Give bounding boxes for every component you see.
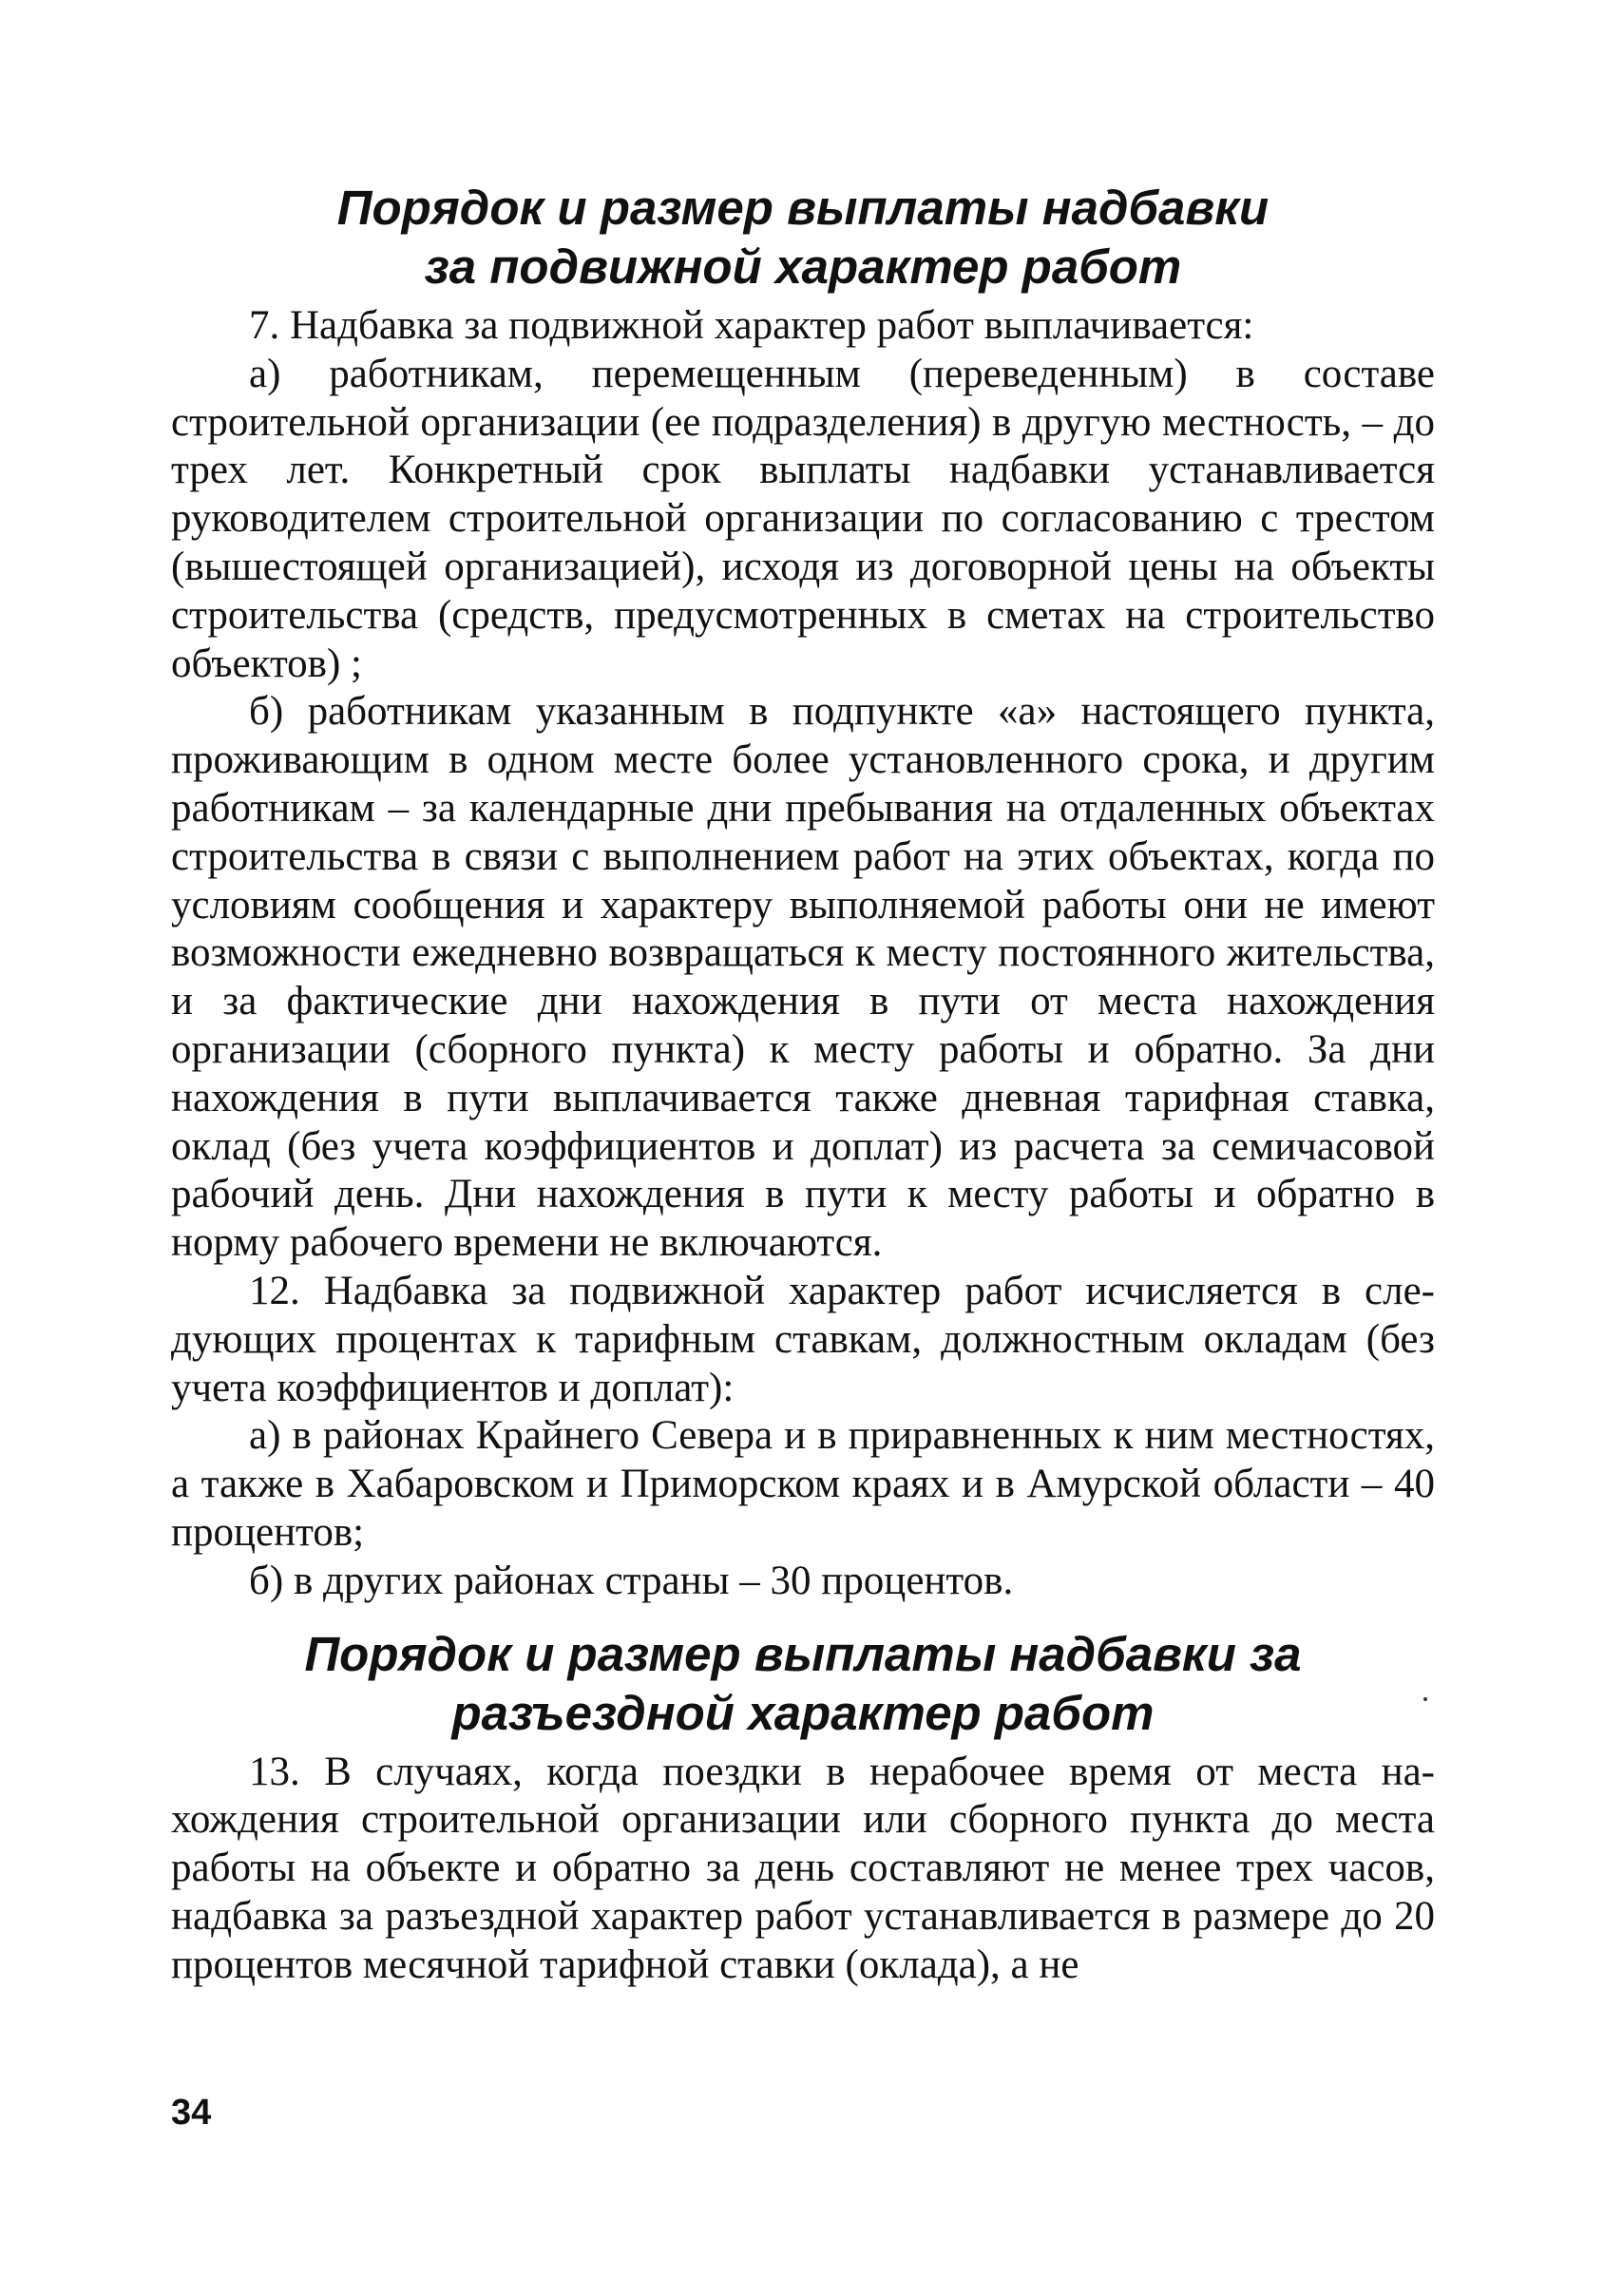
paragraph-7a: а) работникам, перемещенным (переведенным) в составе строительной организации (ее подразделения) в другую местность, – до трех лет. Конкретный срок выплаты надбавки устанавливается руководителем строительной организации по согласованию с трестом (вышестоящей организацией), исходя из договорной цены на объекты строительства (средств, предусмотренных в сметах на строительство объектов) ; <box>171 351 1435 686</box>
heading-line: Порядок и размер выплаты надбавки <box>336 181 1270 235</box>
section-heading-travel-work <box>171 1625 1435 1743</box>
page-number: 34 <box>171 2093 212 2133</box>
paragraph-7: 7. Надбавка за подвижной характер работ выплачивается: <box>249 303 1254 348</box>
heading-line: Порядок и размер выплаты надбавки за <box>304 1626 1302 1681</box>
paragraph-13: 13. В случаях, когда поездки в нерабочее время от места нахождения строительной организации или сборного пункта до места работы на объекте и обратно за день составляют не менее трех часов, надбавка за разъездной характер работ устанавливается в размере до 20 процентов месячной тарифной ставки (оклада), а не <box>171 1749 1435 1987</box>
paragraph-12a: а) в районах Крайнего Севера и в приравненных к ним местностях, а также в Хабаровском и Приморском краях и в Амурской области – 40 процентов; <box>171 1413 1435 1555</box>
scan-speck <box>1423 1697 1427 1701</box>
heading-line: за подвижной характер работ <box>424 239 1182 294</box>
section-heading-mobile-work <box>171 179 1435 297</box>
paragraph-12: 12. Надбавка за подвижной характер работ исчисляется в следующих процентах к тарифным ставкам, должностным окладам (без учета коэффициентов и доплат): <box>171 1268 1435 1410</box>
heading-line: разъездной характер работ <box>451 1685 1155 1740</box>
page-content <box>171 169 1435 1990</box>
paragraph-7b: б) работникам указанным в подпункте «а» настоящего пункта, проживающим в одном месте более установленного срока, и другим работникам – за календарные дни пребывания на отдаленных объектах строительства в связи с выполнением работ на этих объектах, когда по условиям сообщения и характеру выполняемой работы они не имеют возможности ежедневно возвращаться к месту постоянного жительства, и за фактические дни нахождения в пути от места нахождения организации (сборного пункта) к месту работы и обратно. За дни нахождения в пути выплачивается также дневная тарифная ставка, оклад (без учета коэффициентов и доплат) из расчета за семичасовой рабочий день. Дни нахождения в пути к месту работы и обратно в норму рабочего времени не включаются. <box>171 689 1435 1266</box>
paragraph-12b: б) в других районах страны – 30 процентов. <box>249 1558 1014 1603</box>
